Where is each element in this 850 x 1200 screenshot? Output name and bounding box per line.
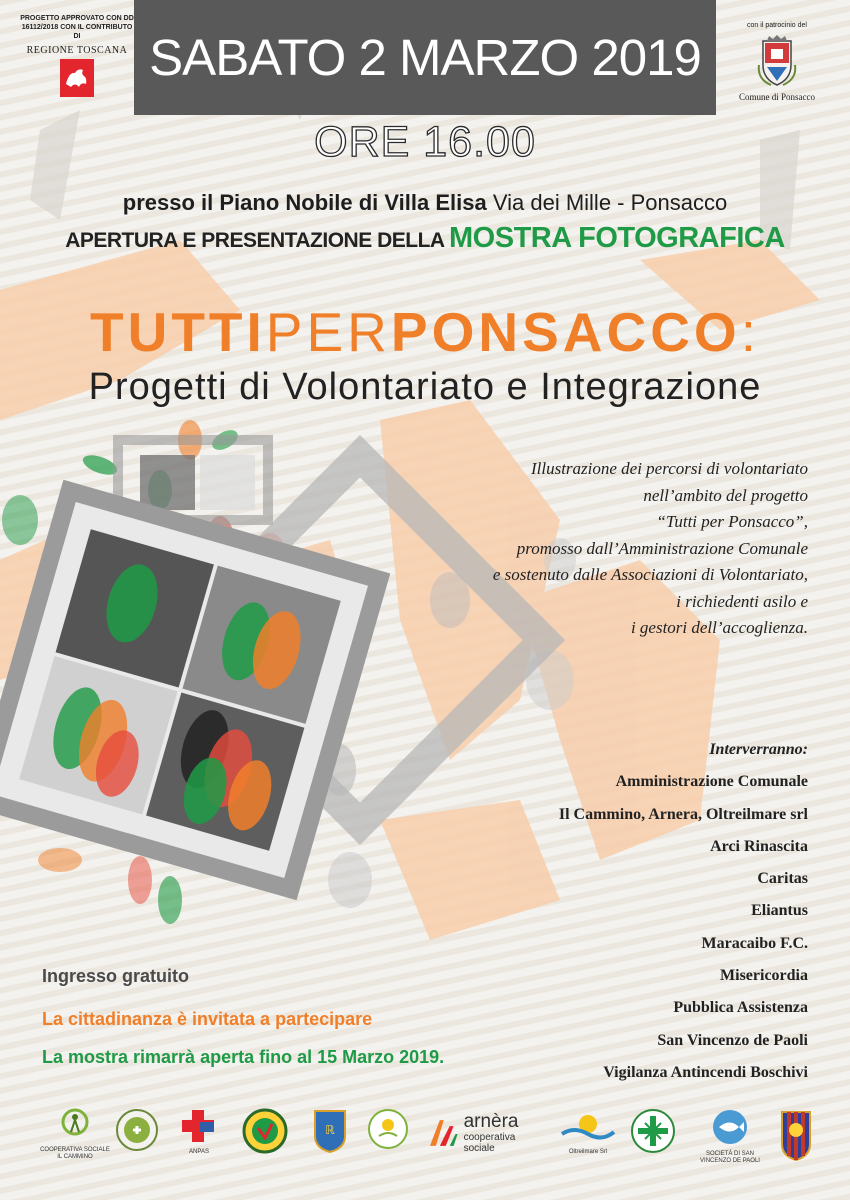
speaker-item: Caritas bbox=[757, 870, 808, 888]
logo-oltreilmare bbox=[556, 1108, 620, 1156]
speaker-item: San Vincenzo de Paoli bbox=[657, 1031, 808, 1049]
logo-vab bbox=[240, 1108, 290, 1159]
title-part-ponsacco: PONSACCO bbox=[390, 301, 741, 363]
speaker-item: Eliantus bbox=[751, 902, 808, 920]
description-line: i richiedenti asilo e bbox=[676, 591, 808, 611]
description-line: i gestori dell’accoglienza. bbox=[630, 618, 808, 637]
speakers-list bbox=[470, 734, 808, 1089]
logo-eliantus bbox=[366, 1108, 410, 1155]
comune-crest-icon bbox=[757, 35, 797, 87]
anpas-logo-icon bbox=[178, 1108, 220, 1144]
invitation-text: La cittadinanza è invitata a partecipare bbox=[42, 1009, 373, 1029]
description-line: Illustrazione dei percorsi di volontariato bbox=[530, 459, 808, 478]
comune-block bbox=[722, 22, 832, 102]
free-entry-text: Ingresso gratuito bbox=[42, 966, 190, 986]
regione-name: REGIONE TOSCANA bbox=[26, 45, 128, 56]
title-part-colon: : bbox=[740, 301, 760, 363]
speaker-item: Misericordia bbox=[720, 967, 808, 985]
description-line: e sostenuto dalle Associazioni di Volontariato, bbox=[492, 565, 808, 584]
il-cammino-caption: COOPERATIVA SOCIALE IL CAMMINO bbox=[40, 1147, 110, 1160]
patrocinio-label: con il patrocinio del bbox=[747, 22, 807, 29]
logo-il-cammino bbox=[40, 1108, 110, 1161]
exhibition-dates-text: La mostra rimarrà aperta fino al 15 Marzo 2019. bbox=[42, 1047, 445, 1067]
oltreilmare-sun-icon bbox=[560, 1108, 616, 1144]
exhibition-subtitle: Progetti di Volontariato e Integrazione bbox=[88, 366, 762, 408]
caritas-logo-icon bbox=[630, 1108, 676, 1154]
logo-misericordia bbox=[114, 1108, 160, 1157]
regione-block bbox=[18, 14, 136, 101]
logo-arnera bbox=[428, 1108, 548, 1154]
arnera-logo-icon bbox=[428, 1118, 460, 1148]
logo-san-vincenzo bbox=[690, 1108, 770, 1165]
misericordia-logo-icon bbox=[115, 1108, 159, 1152]
title-part-tutti: TUTTI bbox=[90, 301, 266, 363]
description bbox=[420, 456, 808, 642]
eliantus-logo-icon bbox=[367, 1108, 409, 1150]
speaker-item: Pubblica Assistenza bbox=[673, 999, 808, 1017]
oltreilmare-caption: Oltreilmare Srl bbox=[568, 1149, 608, 1155]
project-note: PROGETTO APPROVATO CON DD 16112/2018 CON IL CONTRIBUTO DI bbox=[20, 15, 134, 40]
speaker-item: Arci Rinascita bbox=[710, 837, 808, 855]
logo-arci bbox=[310, 1108, 350, 1159]
arci-shield-icon bbox=[312, 1108, 348, 1154]
svg-text:ℝ: ℝ bbox=[325, 1123, 335, 1137]
venue-rest: Via dei Mille - Ponsacco bbox=[492, 190, 728, 215]
title-part-per: PER bbox=[265, 301, 391, 363]
speaker-item: Il Cammino, Arnera, Oltreilmare srl bbox=[558, 805, 808, 823]
speaker-item: Amministrazione Comunale bbox=[615, 773, 808, 791]
arnera-name: arnèra bbox=[463, 1111, 519, 1132]
sponsor-logos bbox=[0, 1108, 850, 1178]
venue-bold: presso il Piano Nobile di Villa Elisa bbox=[122, 190, 487, 215]
description-line: nell’ambito del progetto bbox=[643, 485, 808, 505]
comune-label: Comune di Ponsacco bbox=[739, 92, 815, 102]
event-time: ORE 16.00 bbox=[314, 118, 536, 166]
description-line: “Tutti per Ponsacco”, bbox=[656, 512, 808, 531]
logo-anpas bbox=[176, 1108, 222, 1156]
exhibition-title bbox=[0, 300, 850, 364]
date-banner: SABATO 2 MARZO 2019 bbox=[134, 0, 716, 115]
regione-toscana-logo-icon bbox=[59, 58, 95, 98]
arnera-sub: cooperativa sociale bbox=[463, 1132, 516, 1154]
san-vincenzo-caption: SOCIETÀ DI SAN VINCENZO DE PAOLI bbox=[700, 1151, 760, 1164]
opening-line bbox=[0, 222, 850, 255]
san-vincenzo-fish-icon bbox=[711, 1108, 749, 1146]
il-cammino-logo-icon bbox=[55, 1108, 95, 1142]
maracaibo-shield-icon bbox=[779, 1108, 813, 1162]
speakers-heading: Interverranno: bbox=[709, 741, 808, 758]
vab-logo-icon bbox=[242, 1108, 288, 1154]
logo-maracaibo bbox=[778, 1108, 814, 1167]
speaker-item: Maracaibo F.C. bbox=[701, 934, 808, 952]
logo-caritas bbox=[628, 1108, 678, 1159]
description-line: promosso dall’Amministrazione Comunale bbox=[516, 538, 808, 558]
anpas-caption: ANPAS bbox=[189, 1149, 209, 1155]
venue-line bbox=[0, 190, 850, 216]
opening-small: APERTURA E PRESENTAZIONE DELLA bbox=[65, 229, 445, 252]
speaker-item: Vigilanza Antincendi Boschivi bbox=[603, 1063, 808, 1081]
opening-big: MOSTRA FOTOGRAFICA bbox=[449, 222, 785, 254]
